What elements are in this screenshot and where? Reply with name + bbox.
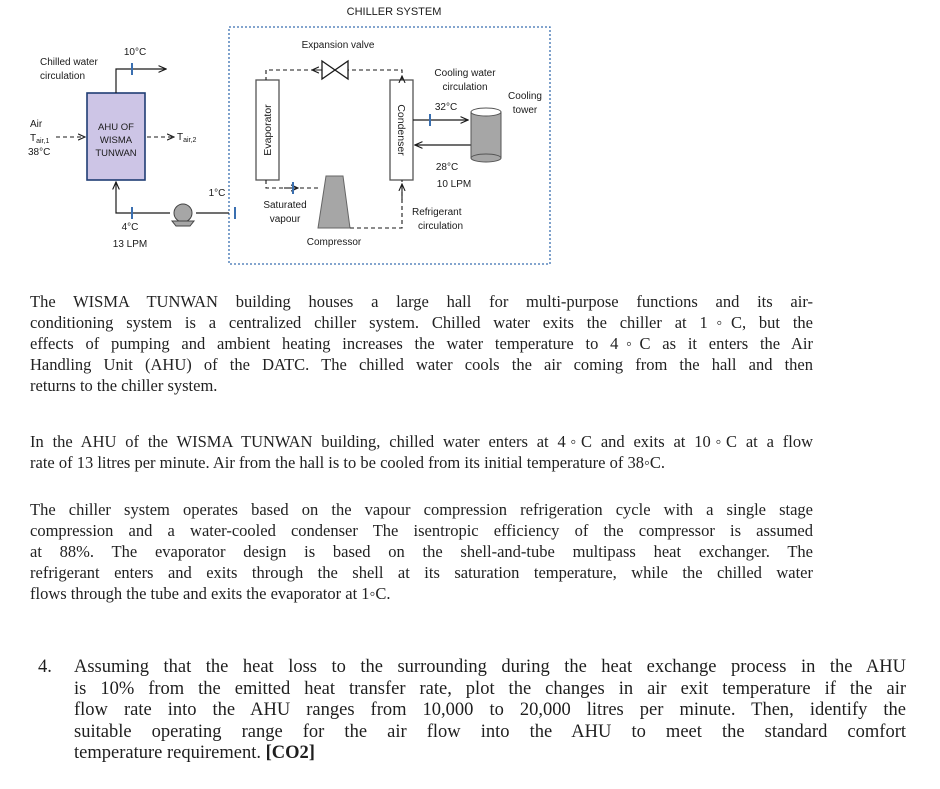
p3-line2: compression and a water-cooled condenser The isentropic efficiency of the compressor is assumed bbox=[30, 521, 813, 540]
saturated-vapour-line2: vapour bbox=[269, 214, 301, 225]
label-4c: 4°C bbox=[121, 222, 139, 233]
p2-line2: rate of 13 litres per minute. Air from the hall is to be cooled from its initial temperature of 38◦C. bbox=[30, 453, 665, 472]
q-line3: flow rate into the AHU ranges from 10,000 to 20,000 litres per minute. Then, identify the bbox=[74, 700, 906, 720]
label-10c: 10°C bbox=[123, 47, 147, 58]
p1-line4: Handling Unit (AHU) of the DATC. The chilled water cools the air coming from the hall and then bbox=[30, 355, 813, 374]
paragraph-ahu bbox=[30, 431, 813, 473]
q-line5-text: temperature requirement. bbox=[74, 743, 266, 763]
p1-line5: returns to the chiller system. bbox=[30, 376, 218, 395]
p3-line4: refrigerant enters and exits through the shell at its saturation temperature, while the chilled water bbox=[30, 563, 813, 582]
p1-line3: effects of pumping and ambient heating increases the water temperature to 4◦C as it enters the Air bbox=[30, 334, 813, 353]
p3-line1: The chiller system operates based on the vapour compression refrigeration cycle with a single stage bbox=[30, 500, 813, 519]
refrigerant-line-comp-out bbox=[350, 180, 402, 228]
ahu-label-line1: AHU OF bbox=[98, 122, 134, 133]
question-body bbox=[74, 657, 906, 765]
chiller-system-diagram bbox=[0, 0, 940, 280]
expansion-valve-icon bbox=[322, 61, 348, 79]
next-question-cut-off bbox=[38, 783, 888, 789]
p1-line1: The WISMA TUNWAN building houses a large hall for multi-purpose functions and its air- bbox=[30, 292, 813, 311]
q-line4: suitable operating range for the air flow into the AHU to meet the standard comfort bbox=[74, 721, 906, 742]
refrigerant-circulation-line2: circulation bbox=[418, 221, 464, 232]
condenser-label: Condenser bbox=[395, 104, 407, 156]
paragraph-chiller bbox=[30, 499, 813, 604]
chilled-water-out-pipe bbox=[116, 69, 166, 93]
question-number: 4. bbox=[38, 657, 52, 677]
label-13lpm: 13 LPM bbox=[112, 239, 148, 250]
q-line2: is 10% from the emitted heat transfer rate, plot the changes in air exit temperature if the air bbox=[74, 678, 906, 699]
label-1c: 1°C bbox=[208, 188, 226, 199]
refrigerant-line-top-left bbox=[266, 70, 322, 80]
label-28c: 28°C bbox=[435, 162, 459, 173]
label-10lpm: 10 LPM bbox=[436, 179, 472, 190]
air-label: Air bbox=[30, 119, 43, 130]
course-outcome-tag: [CO2] bbox=[265, 743, 315, 763]
refrigerant-circulation-line1: Refrigerant bbox=[412, 207, 462, 218]
t-air1-label: $T_{air,1}$ bbox=[30, 133, 50, 145]
chilled-water-circulation-line1: Chilled water bbox=[40, 57, 98, 68]
chiller-system-title: CHILLER SYSTEM bbox=[346, 6, 442, 18]
compressor-icon bbox=[318, 176, 350, 228]
chilled-water-in-pipe bbox=[116, 182, 170, 213]
ahu-label-line2: WISMA bbox=[99, 135, 133, 146]
ahu-label-line3: TUNWAN bbox=[95, 148, 137, 159]
q-line5 bbox=[74, 743, 906, 765]
p1-line2: conditioning system is a centralized chiller system. Chilled water exits the chiller at 1◦C, but the bbox=[30, 313, 813, 332]
cooling-tower-line1: Cooling bbox=[508, 91, 542, 102]
cooling-water-circulation-line1: Cooling water bbox=[434, 68, 496, 79]
q-line1: Assuming that the heat loss to the surrounding during the heat exchange process in the AHU bbox=[74, 657, 906, 677]
t-air2-label: $T_{air,2}$ bbox=[177, 132, 197, 144]
p2-line1: In the AHU of the WISMA TUNWAN building, chilled water enters at 4◦C and exits at 10◦C at a flow bbox=[30, 432, 813, 451]
refrigerant-line-top bbox=[348, 70, 402, 80]
cooling-tower-icon bbox=[471, 108, 501, 162]
compressor-label: Compressor bbox=[306, 237, 362, 248]
p3-line5: flows through the tube and exits the evaporator at 1◦C. bbox=[30, 584, 391, 603]
p3-line3: at 88%. The evaporator design is based on the shell-and-tube multipass heat exchanger. The bbox=[30, 542, 813, 561]
t-air1-value: 38°C bbox=[28, 147, 51, 158]
chilled-water-circulation-line2: circulation bbox=[40, 71, 86, 82]
cooling-water-circulation-line2: circulation bbox=[442, 82, 488, 93]
saturated-vapour-line1: Saturated bbox=[263, 200, 307, 211]
label-32c: 32°C bbox=[434, 102, 458, 113]
evaporator-label: Evaporator bbox=[262, 104, 274, 156]
paragraph-intro bbox=[30, 291, 813, 396]
cooling-tower-line2: tower bbox=[512, 105, 538, 116]
expansion-valve-label: Expansion valve bbox=[301, 40, 375, 51]
pump-icon bbox=[172, 204, 194, 226]
